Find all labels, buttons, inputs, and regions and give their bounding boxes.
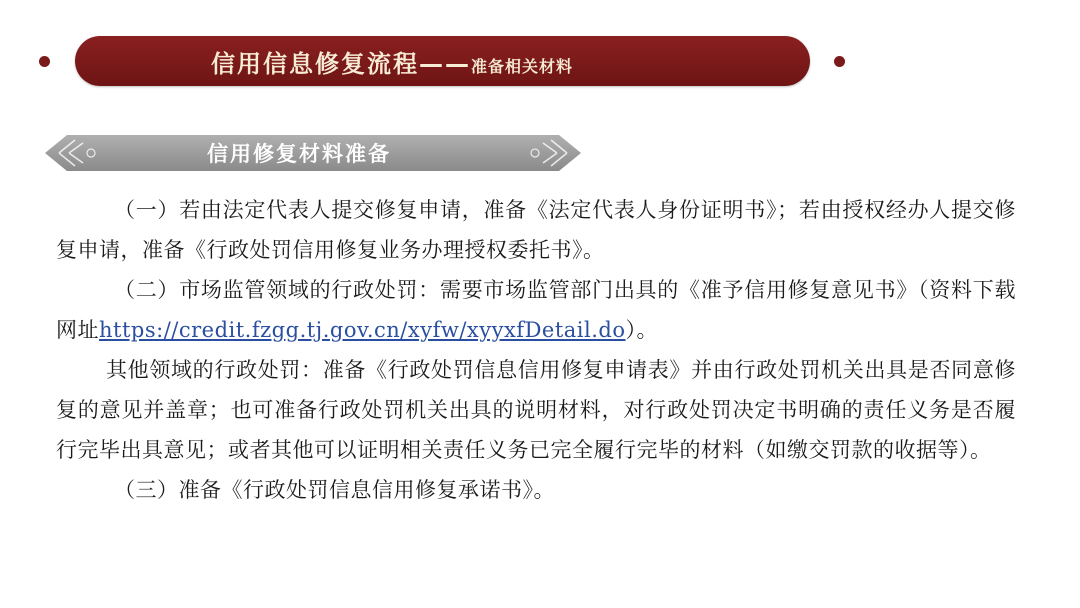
section-label: 信用修复材料准备 — [207, 142, 391, 166]
download-link[interactable]: https://credit.fzgg.tj.gov.cn/xyfw/xyyxfDetail.do — [99, 318, 626, 342]
section-ribbon — [45, 131, 581, 175]
left-decor-dot — [39, 56, 50, 67]
paragraph-1: （一）若由法定代表人提交修复申请，准备《法定代表人身份证明书》；若由授权经办人提交修复申请，准备《行政处罚信用修复业务办理授权委托书》。 — [56, 198, 1016, 262]
paragraph-4: （三）准备《行政处罚信息信用修复承诺书》。 — [114, 478, 555, 502]
paragraph-2: （二）市场监管领域的行政处罚：需要市场监管部门出具的《准予信用修复意见书》（资料下载网址https://credit.fzgg.tj.gov.cn/xyfw/xyyxfDetail.do）。 — [56, 278, 1016, 342]
page-subtitle: 准备相关材料 — [471, 56, 574, 76]
content-body — [56, 190, 1016, 510]
title-banner — [75, 36, 810, 86]
right-decor-dot — [834, 56, 845, 67]
page-title: 信用信息修复流程——准备相关材料 — [211, 49, 574, 78]
paragraph-3: 其他领域的行政处罚：准备《行政处罚信息信用修复申请表》并由行政处罚机关出具是否同意修复的意见并盖章；也可准备行政处罚机关出具的说明材料，对行政处罚决定书明确的责任义务是否履行完毕出具意见；或者其他可以证明相关责任义务已完全履行完毕的材料（如缴交罚款的收据等）。 — [56, 358, 1016, 462]
